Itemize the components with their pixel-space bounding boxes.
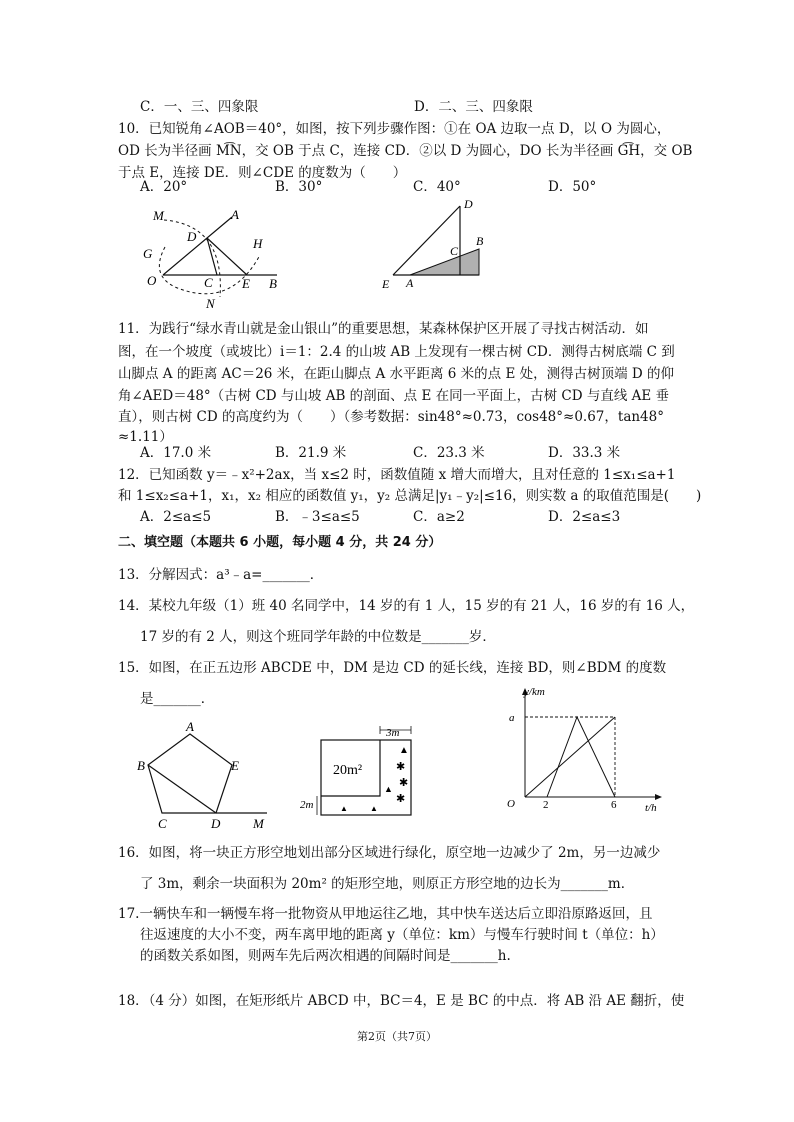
q15-line-1: 15．如图，在正五边形 ABCDE 中，DM 是边 CD 的延长线，连接 BD，则∠BDM 的度数	[118, 660, 667, 676]
q18-line-1: 18．（4 分）如图，在矩形纸片 ABCD 中，BC＝4，E 是 BC 的中点．将 AB 沿 AE 翻折，使	[118, 993, 685, 1009]
q12-option-a: A．2≤a≤5	[140, 509, 212, 525]
q16-line-2: 了 3m，剩余一块面积为 20m² 的矩形空地，则原正方形空地的边长为_______m．	[140, 876, 635, 892]
fig16-tree-mark: ▲	[384, 784, 393, 794]
fig15-label-a: A	[186, 719, 194, 734]
q11-option-d: D．33.3 米	[548, 445, 621, 461]
q12-line-2: 和 1≤x₂≤a+1，x₁，x₂ 相应的函数值 y₁，y₂ 总满足|y₁﹣y₂|≤16，则实数 a 的取值范围是( )	[118, 488, 702, 504]
fig10-label-b: B	[269, 276, 277, 291]
q17-figure-graph	[500, 685, 665, 815]
fig11-label-a: A	[406, 276, 414, 290]
q10-option-d: D．50°	[548, 179, 597, 195]
fig15-label-m: M	[253, 816, 264, 831]
q16-line-1: 16．如图，将一块正方形空地划出部分区域进行绿化，原空地一边减少了 2m，另一边减少	[118, 845, 661, 861]
q9-option-c: C．一、三、四象限	[140, 99, 259, 115]
q17-line-2: 往返速度的大小不变，两车离甲地的距离 y（单位：km）与慢车行驶时间 t（单位：h）	[140, 927, 664, 943]
q11-option-a: A．17.0 米	[140, 445, 212, 461]
fig16-shrub-mark: ✱	[396, 793, 406, 805]
fig10-label-c: C	[204, 275, 213, 290]
fig17-tick-6: 6	[611, 799, 617, 811]
q10-option-c: C．40°	[413, 179, 461, 195]
q11-option-b: B．21.9 米	[275, 445, 347, 461]
fig17-origin-label: O	[507, 798, 515, 810]
fig10-label-m: M	[153, 208, 164, 223]
q17-line-1: 17.一辆快车和一辆慢车将一批物资从甲地运往乙地，其中快车送达后立即沿原路返回，且	[118, 906, 653, 922]
fig17-a-label: a	[509, 712, 515, 724]
q11-option-c: C．23.3 米	[413, 445, 485, 461]
fig10-label-h: H	[253, 236, 263, 251]
fig16-left-label: 2m	[300, 799, 314, 811]
fig11-label-b: B	[476, 234, 484, 248]
section-title-fill-in: 二、填空题（本题共 6 小题，每小题 4 分，共 24 分）	[118, 535, 442, 550]
fig16-tree-mark: ▲	[340, 804, 348, 813]
q10-line-1: 10．已知锐角∠AOB＝40°，如图，按下列步骤作图：①在 OA 边取一点 D，以 O 为圆心，	[118, 121, 671, 137]
fig16-shrub-mark: ✱	[399, 777, 409, 789]
q12-line-1: 12．已知函数 y＝﹣x²+2ax，当 x≤2 时，函数值随 x 增大而增大，且对任意的 1≤x₁≤a+1	[118, 467, 676, 483]
fig15-label-d: D	[211, 816, 221, 831]
fig16-tree-mark: ▲	[399, 745, 409, 756]
q17-line-3: 的函数关系如图，则两车先后两次相遇的间隔时间是_______h.	[140, 948, 511, 964]
q10-line-2: OD 长为半径画 M͡N，交 OB 于点 C，连接 CD．②以 D 为圆心，DO 长为半径画 G͡H，交 OB	[118, 143, 693, 159]
fig10-label-a: A	[231, 207, 239, 222]
q15-figure-pentagon	[135, 720, 280, 830]
fig11-label-d: D	[464, 197, 473, 211]
fig17-y-label: y/km	[524, 686, 545, 698]
fig15-label-e: E	[231, 758, 239, 773]
q16-figure-plot	[298, 722, 423, 827]
q10-figure-construction	[140, 205, 290, 310]
fig11-label-c: C	[450, 244, 459, 258]
q11-line-1: 11．为践行“绿水青山就是金山银山”的重要思想，某森林保护区开展了寻找古树活动．如	[118, 321, 649, 337]
q11-line-5: 直），则古树 CD 的高度约为（ ）（参考数据：sin48°≈0.73，cos48°≈0.67，tan48°	[118, 409, 664, 425]
q11-figure-slope	[378, 195, 498, 295]
q14-line-1: 14．某校九年级（1）班 40 名同学中，14 岁的有 1 人，15 岁的有 21 人，16 岁的有 16 人，	[118, 598, 695, 614]
fig10-label-d: D	[187, 229, 197, 244]
fig10-label-g: G	[143, 246, 153, 261]
page-footer: 第2页（共7页）	[357, 1030, 437, 1043]
q10-option-b: B．30°	[275, 179, 323, 195]
q14-line-2: 17 岁的有 2 人，则这个班同学年龄的中位数是_______岁．	[140, 629, 496, 645]
q9-option-d: D．二、三、四象限	[414, 99, 533, 115]
fig10-label-n: N	[206, 296, 215, 311]
q11-line-2: 图，在一个坡度（或坡比）i＝1：2.4 的山坡 AB 上发现有一棵古树 CD．测得古树底端 C 到	[118, 344, 675, 360]
q11-line-6: ≈1.11）	[118, 429, 173, 445]
fig17-tick-2: 2	[543, 799, 549, 811]
fig16-tree-mark: ▲	[370, 804, 378, 813]
q11-line-4: 角∠AED＝48°（古树 CD 与山坡 AB 的剖面、点 E 在同一平面上，古树 CD 与直线 AE 垂	[118, 388, 670, 404]
q11-line-3: 山脚点 A 的距离 AC＝26 米，在距山脚点 A 水平距离 6 米的点 E 处，测得古树顶端 D 的仰	[118, 366, 675, 382]
q12-option-c: C．a≥2	[413, 509, 465, 525]
q13-line: 13．分解因式：a³﹣a=_______．	[118, 567, 324, 583]
q10-line-3: 于点 E，连接 DE．则∠CDE 的度数为（ ）	[118, 165, 407, 181]
fig10-label-o: O	[147, 273, 157, 288]
fig15-label-c: C	[158, 816, 167, 831]
fig16-top-label: 3m	[386, 727, 400, 739]
fig16-shrub-mark: ✱	[396, 761, 406, 773]
fig17-x-label: t/h	[645, 802, 657, 814]
q12-option-d: D．2≤a≤3	[548, 509, 621, 525]
q10-option-a: A．20°	[140, 179, 188, 195]
fig16-area-label: 20m²	[333, 763, 363, 778]
fig15-label-b: B	[137, 758, 145, 773]
fig10-label-e: E	[242, 276, 250, 291]
q12-option-b: B．﹣3≤a≤5	[275, 509, 360, 525]
fig11-label-e: E	[382, 277, 390, 291]
q15-line-2: 是_______．	[140, 691, 215, 707]
